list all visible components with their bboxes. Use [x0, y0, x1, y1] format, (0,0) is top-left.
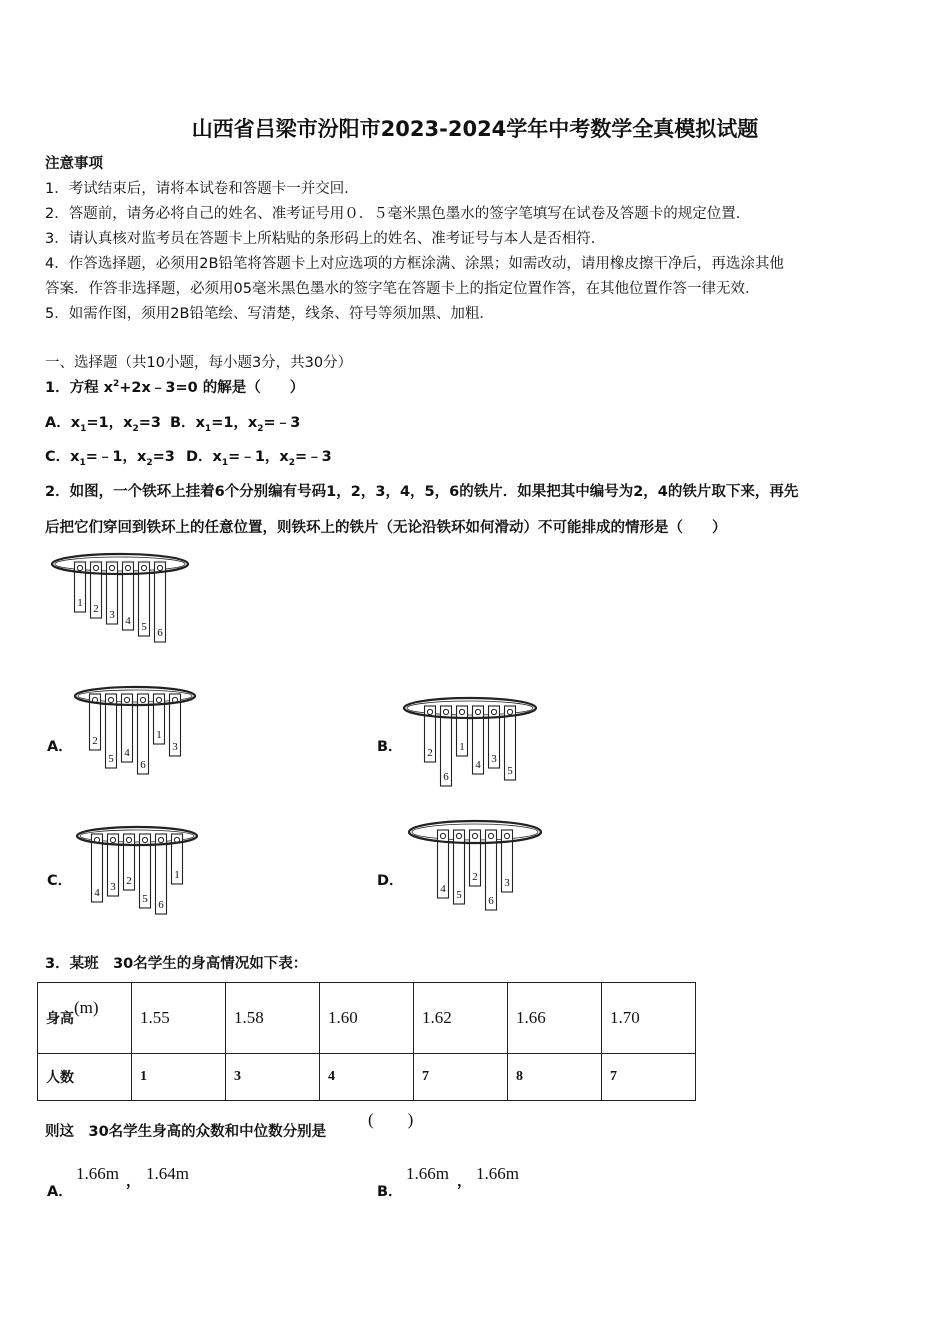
tag-hole	[475, 709, 480, 714]
tag-number: 6	[443, 771, 449, 783]
tag-hole	[140, 697, 145, 702]
tag-number: 6	[140, 759, 146, 771]
tag-hole	[472, 833, 477, 838]
table-row	[38, 1054, 696, 1101]
q3-option-b-value2: 1.66m	[476, 1164, 519, 1183]
tag-number: 2	[472, 871, 478, 883]
q1-option-a: A．$x_1=1$，$x_2=3$	[45, 415, 161, 434]
tag-number: 6	[158, 899, 164, 911]
q2-option-d-label: D．	[377, 873, 404, 889]
q3-option-a-sep: ，	[126, 1174, 141, 1190]
tag-number: 3	[504, 877, 510, 889]
tag-number: 5	[108, 753, 114, 765]
ring-figure-c	[72, 820, 207, 925]
q3-option-b-sep: ，	[457, 1174, 472, 1190]
q3-option-a-value1: 1.66m	[76, 1164, 119, 1183]
tag-number: 2	[92, 735, 98, 747]
tag-number: 5	[456, 889, 462, 901]
tag-hole	[488, 833, 493, 838]
tag-number: 5	[142, 893, 148, 905]
tag-hole	[440, 833, 445, 838]
q1-stem: 1．方程 $x^2+2x﹣3=0$ 的解是（ ）	[45, 379, 305, 396]
q2-option-b-label: B．	[377, 739, 403, 755]
tag-number: 4	[124, 747, 130, 759]
q3-option-b-value1: 1.66m	[406, 1164, 449, 1183]
table-header-cell: 人数	[38, 1054, 132, 1101]
q3-option-a-label: A．	[47, 1184, 73, 1200]
notice-item: 答案．作答非选择题，必须用05毫米黑色墨水的签字笔在答题卡上的指定位置作答，在其他位置作答一律无效．	[45, 281, 760, 297]
tag-hole	[158, 837, 163, 842]
tag-hole	[443, 709, 448, 714]
tag-number: 5	[507, 765, 513, 777]
table-cell: 1.66	[508, 983, 602, 1054]
ring-figure-a	[70, 680, 205, 780]
q3-stem: 3．某班 30名学生的身高情况如下表：	[45, 956, 308, 972]
table-cell: 1.55	[132, 983, 226, 1054]
table-cell: 8	[508, 1054, 602, 1101]
table-cell: 7	[414, 1054, 508, 1101]
tag-number: 4	[475, 759, 481, 771]
notice-heading: 注意事项	[45, 156, 103, 172]
tag-number: 4	[94, 887, 100, 899]
tag-hole	[124, 697, 129, 702]
table-cell: 1.60	[320, 983, 414, 1054]
notice-item: 5．如需作图，须用2B铅笔绘、写清楚，线条、符号等须加黑、加粗．	[45, 306, 494, 322]
section-heading: 一、选择题（共10小题，每小题3分，共30分）	[45, 355, 353, 371]
q3-question: 则这 30名学生身高的众数和中位数分别是	[45, 1124, 327, 1140]
tag-hole	[110, 837, 115, 842]
q1-option-b: B．$x_1=1$，$x_2=﹣3$	[170, 415, 301, 434]
q1-option-c: C．$x_1=﹣1$，$x_2=3$	[45, 449, 175, 468]
table-cell: 1.70	[602, 983, 696, 1054]
tag-number: 3	[110, 881, 116, 893]
q2-stem-line2: 后把它们穿回到铁环上的任意位置，则铁环上的铁片（无论沿铁环如何滑动）不可能排成的情形是（ ）	[45, 520, 727, 536]
notice-item: 4．作答选择题，必须用2B铅笔将答题卡上对应选项的方框涂满、涂黑；如需改动，请用橡皮擦干净后，再选涂其他	[45, 256, 784, 272]
notice-item: 3．请认真核对监考员在答题卡上所粘贴的条形码上的姓名、准考证号与本人是否相符．	[45, 231, 606, 247]
page-title: 山西省吕梁市汾阳市2023-2024学年中考数学全真模拟试题	[191, 117, 759, 141]
table-header-cell: 身高(m)	[38, 983, 132, 1054]
q2-option-c-label: C．	[47, 873, 73, 889]
tag-number: 5	[141, 621, 147, 633]
q2-option-a-label: A．	[47, 739, 73, 755]
tag-number: 1	[77, 597, 83, 609]
tag-hole	[157, 565, 162, 570]
table-cell: 3	[226, 1054, 320, 1101]
tag-hole	[427, 709, 432, 714]
tag-hole	[456, 833, 461, 838]
tag-hole	[108, 697, 113, 702]
q3-option-b-label: B．	[377, 1184, 403, 1200]
tag-number: 6	[157, 627, 163, 639]
tag-hole	[507, 709, 512, 714]
tag-number: 6	[488, 895, 494, 907]
height-table	[37, 982, 696, 1101]
q3-option-a-value2: 1.64m	[146, 1164, 189, 1183]
tag-hole	[504, 833, 509, 838]
tag-number: 1	[459, 741, 465, 753]
ring-figure-main	[45, 548, 195, 653]
tag-number: 1	[156, 729, 162, 741]
tag-number: 3	[109, 609, 115, 621]
tag-hole	[142, 837, 147, 842]
q1-option-d: D．$x_1=﹣1$，$x_2=﹣3$	[186, 449, 332, 468]
q2-stem-line1: 2．如图，一个铁环上挂着6个分别编有号码1，2，3，4，5，6的铁片．如果把其中编号为2，4的铁片取下来，再先	[45, 484, 799, 500]
q3-answer-paren: ( )	[368, 1110, 414, 1129]
tag-hole	[77, 565, 82, 570]
tag-hole	[126, 837, 131, 842]
tag-number: 4	[440, 883, 446, 895]
tag-hole	[109, 565, 114, 570]
tag-number: 1	[174, 869, 180, 881]
ring-figure-b	[400, 692, 545, 787]
tag-number: 2	[93, 603, 99, 615]
tag-number: 2	[126, 875, 132, 887]
table-row	[38, 983, 696, 1054]
tag-number: 2	[427, 747, 433, 759]
tag-number: 3	[491, 753, 497, 765]
tag-number: 4	[125, 615, 131, 627]
table-cell: 1	[132, 1054, 226, 1101]
table-cell: 4	[320, 1054, 414, 1101]
notice-item: 2．答题前，请务必将自己的姓名、准考证号用０．５毫米黑色墨水的签字笔填写在试卷及答题卡的规定位置．	[45, 206, 751, 222]
tag-hole	[459, 709, 464, 714]
tag-hole	[491, 709, 496, 714]
tag-hole	[141, 565, 146, 570]
table-cell: 7	[602, 1054, 696, 1101]
tag-hole	[93, 565, 98, 570]
tag-hole	[156, 697, 161, 702]
table-cell: 1.58	[226, 983, 320, 1054]
ring-figure-d	[405, 815, 550, 920]
table-cell: 1.62	[414, 983, 508, 1054]
tag-hole	[125, 565, 130, 570]
tag-number: 3	[172, 741, 178, 753]
notice-item: 1．考试结束后，请将本试卷和答题卡一并交回．	[45, 181, 359, 197]
